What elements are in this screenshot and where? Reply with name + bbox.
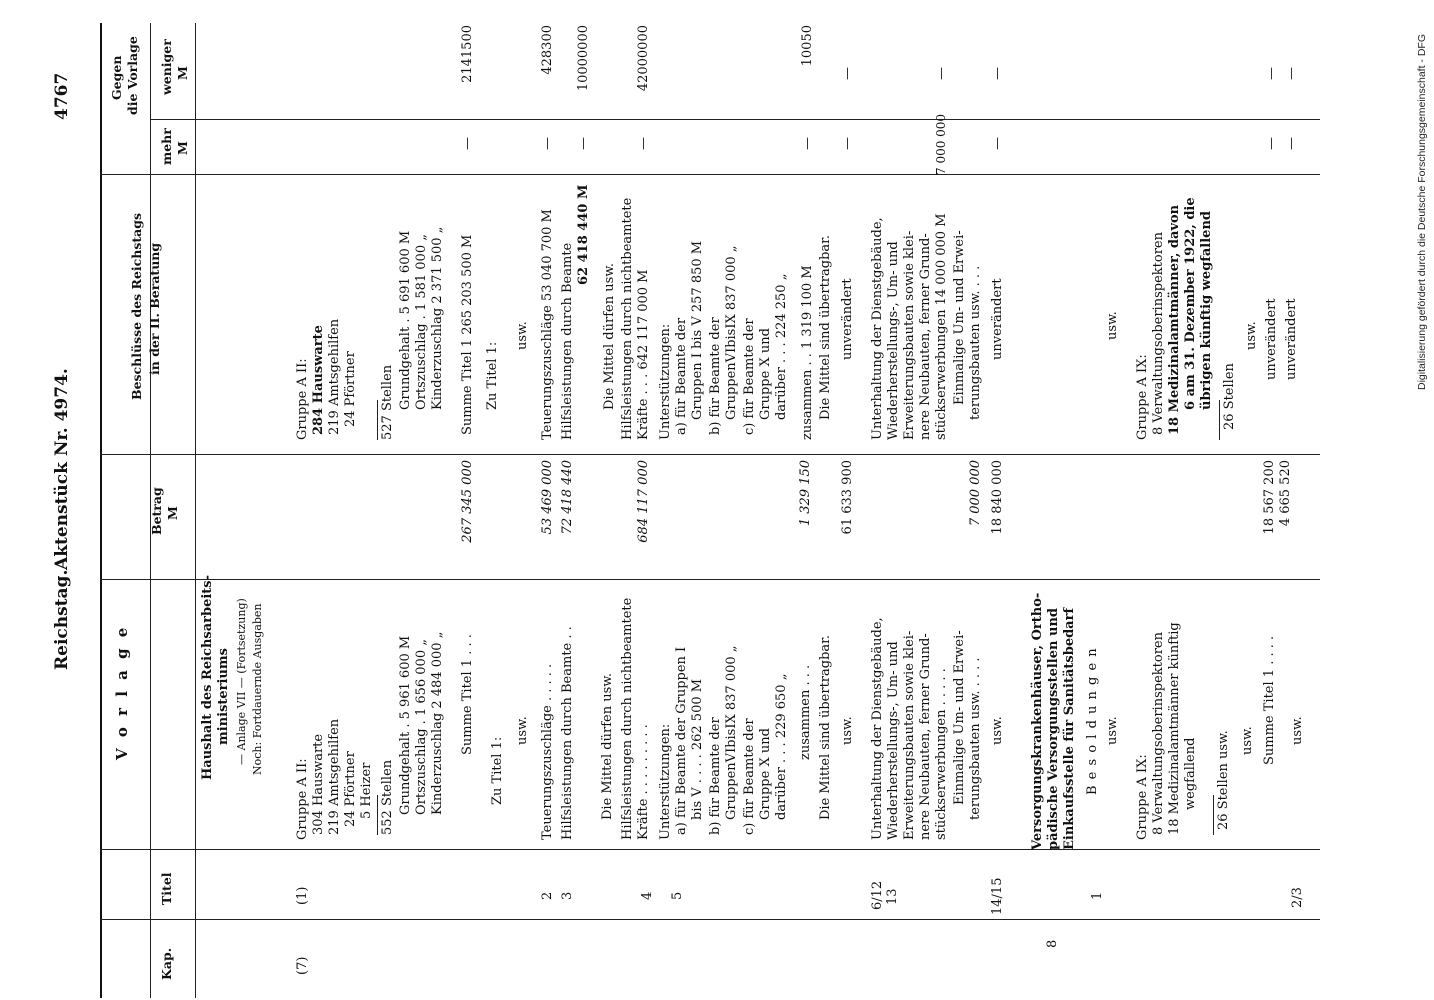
beschl-hilfs-nicht-2: Kräfte . . . 642 117 000 M bbox=[636, 269, 651, 440]
titel-3: 3 bbox=[560, 891, 575, 900]
vorlage-anlage: — Anlage VII — (Fortsetzung) bbox=[235, 598, 248, 765]
vorlage-versorgung-3: Einkaufsstelle für Sanitätsbedarf bbox=[1062, 607, 1077, 850]
vorlage-zusammen: zusammen . . . bbox=[798, 664, 813, 760]
vorlage-summe-titel1: Summe Titel 1 . . . bbox=[460, 634, 475, 755]
col-divider-kap bbox=[100, 919, 1320, 920]
vorlage-hilfs-nicht-2: Kräfte . . . . . . . . . bbox=[636, 724, 651, 840]
vorlage-gruppe-a9: Gruppe A IX: bbox=[1135, 754, 1150, 840]
titel-6-12: 6/12 bbox=[870, 880, 885, 910]
beschl-stellen26-rule bbox=[1219, 400, 1220, 440]
table-top-rule bbox=[100, 23, 102, 998]
beschl-teuerung: Teuerungszuschläge 53 040 700 M bbox=[540, 209, 555, 440]
col-betrag-unit: M bbox=[165, 506, 180, 520]
titel-2-3: 2/3 bbox=[1290, 887, 1305, 908]
col-betrag: Betrag bbox=[149, 487, 164, 535]
vorlage-summe-titel1b: Summe Titel 1 . . . . bbox=[1262, 635, 1277, 765]
beschl-stellen26: 26 Stellen bbox=[1222, 363, 1237, 430]
titel-5: 5 bbox=[670, 891, 685, 900]
vorlage-unterhaltung-2: Wiederherstellungs-, Um- und bbox=[886, 641, 901, 840]
beschl-gruppe-a2: Gruppe A II: bbox=[295, 358, 310, 440]
betrag-summe: 267 345 000 bbox=[460, 460, 475, 543]
vorlage-uc-3: darüber . . . 229 650 „ bbox=[774, 673, 789, 820]
mehr-dash-5: — bbox=[800, 137, 815, 150]
vorlage-stellen26: 26 Stellen usw. bbox=[1216, 730, 1231, 830]
beschl-mittel-duerfen: Die Mittel dürfen usw. bbox=[602, 263, 617, 410]
betrag-t612: 61 633 900 bbox=[840, 460, 855, 535]
header-left: Reichstag. bbox=[52, 569, 72, 670]
vorlage-haushalt-2: ministeriums bbox=[216, 648, 231, 745]
weniger-teuerung: 428300 bbox=[540, 25, 555, 75]
betrag-einmalige: 7 000 000 bbox=[968, 460, 983, 527]
weniger-dash-7: — bbox=[934, 67, 949, 80]
beschl-unterhaltung-2: Wiederherstellungs-, Um- und bbox=[886, 241, 901, 440]
beschl-medizinal-3: übrigen künftig wegfallend bbox=[1199, 211, 1214, 410]
vorlage-medizinal-2: wegfallend bbox=[1183, 737, 1198, 810]
page-number: 4767 bbox=[52, 72, 72, 120]
vorlage-usw4: usw. bbox=[1105, 716, 1120, 745]
vorlage-amtsgehilfen: 219 Amtsgehilfen bbox=[327, 718, 342, 835]
beschl-grundgehalt: Grundgehalt . 5 691 600 M bbox=[398, 230, 413, 410]
mehr-dash-9: — bbox=[1264, 137, 1279, 150]
weniger-dash-9: — bbox=[1264, 67, 1279, 80]
dfg-credit bbox=[1416, 0, 1434, 1000]
vorlage-hilfs-beamte: Hilfsleistungen durch Beamte . . bbox=[560, 626, 575, 840]
vorlage-noch: Noch: Fortdauernde Ausgaben bbox=[251, 603, 264, 775]
mehr-dash-2: — bbox=[540, 137, 555, 150]
beschl-hauswarte: 284 Hauswarte bbox=[311, 325, 326, 435]
vorlage-usw2: usw. bbox=[840, 716, 855, 745]
kap-8: 8 bbox=[1045, 939, 1060, 948]
titel-13: 13 bbox=[885, 888, 900, 905]
titel-4: 4 bbox=[640, 891, 655, 900]
beschl-unveraendert-1: unverändert bbox=[840, 278, 855, 360]
vorlage-mittel-duerfen: Die Mittel dürfen usw. bbox=[600, 673, 615, 820]
vorlage-usw6: usw. bbox=[1290, 716, 1305, 745]
betrag-zusammen: 1 329 150 bbox=[798, 460, 813, 527]
betrag-t1415: 18 840 000 bbox=[990, 460, 1005, 535]
beschl-usw2: usw. bbox=[1105, 311, 1120, 340]
beschl-unveraendert-4: unverändert bbox=[1284, 298, 1299, 380]
betrag-summe-b: 18 567 200 bbox=[1262, 460, 1277, 535]
beschl-medizinal-2: 6 am 31. Dezember 1922, die bbox=[1183, 197, 1198, 410]
vorlage-versorgung-2: pädische Versorgungsstellen und bbox=[1046, 608, 1061, 850]
vorlage-unterstuetzungen: Unterstützungen: bbox=[658, 723, 673, 840]
betrag-teuerung: 53 469 000 bbox=[540, 460, 555, 535]
beschl-hilfs-nicht-1: Hilfsleistungen durch nichtbeamtete bbox=[620, 197, 635, 440]
mehr-dash-10: — bbox=[1284, 137, 1299, 150]
weniger-dash-8: — bbox=[990, 67, 1005, 80]
vorlage-einmalige-2: terungsbauten usw. . . . . bbox=[968, 657, 983, 820]
titel-1: (1) bbox=[295, 886, 310, 905]
beschl-einmalige-1: Einmalige Um- und Erwei- bbox=[952, 230, 967, 405]
betrag-t23: 4 665 520 bbox=[1278, 460, 1293, 527]
beschl-ub-2: GruppenVIbisIX 837 000 „ bbox=[724, 245, 739, 420]
weniger-summe: 2141500 bbox=[460, 25, 475, 83]
vorlage-teuerung: Teuerungszuschläge . . . . . bbox=[540, 663, 555, 840]
weniger-dash-10: — bbox=[1284, 67, 1299, 80]
vorlage-unterhaltung-1: Unterhaltung der Dienstgebäude, bbox=[870, 617, 885, 840]
beschl-einmalige-2: terungsbauten usw. . . . bbox=[968, 265, 983, 420]
vorlage-kinderzuschlag: Kinderzuschlag 2 484 000 „ bbox=[430, 631, 445, 815]
vorlage-hilfs-nicht-1: Hilfsleistungen durch nichtbeamtete bbox=[620, 597, 635, 840]
col-divider-betrag bbox=[100, 454, 1320, 455]
vorlage-stellen26-rule bbox=[1213, 795, 1214, 835]
weniger-zusammen: 10050 bbox=[800, 25, 815, 67]
beschl-uc-2: Gruppe X und bbox=[758, 328, 773, 420]
mehr-dash-6: — bbox=[840, 137, 855, 150]
beschl-medizinal-1: 18 Medizinalamtmänner, davon bbox=[1167, 204, 1182, 435]
beschl-unveraendert-2: unverändert bbox=[990, 278, 1005, 360]
col-kap: Kap. bbox=[159, 947, 174, 980]
beschl-hilfs-beamte-1: Hilfsleistungen durch Beamte bbox=[560, 242, 575, 440]
beschl-verwaltung: 8 Verwaltungsoberinspektoren bbox=[1151, 232, 1166, 435]
vorlage-ub-1: b) für Beamte der bbox=[708, 717, 723, 835]
beschl-zu-titel1: Zu Titel 1: bbox=[485, 341, 500, 410]
vorlage-verwaltung: 8 Verwaltungsoberinspektoren bbox=[1151, 632, 1166, 835]
weniger-dash-6: — bbox=[840, 67, 855, 80]
beschl-usw1: usw. bbox=[515, 321, 530, 350]
col-mehr-unit: M bbox=[175, 141, 190, 155]
beschl-stellen-rule bbox=[377, 400, 378, 440]
col-gegen-2: die Vorlage bbox=[125, 36, 140, 115]
vorlage-hauswarte: 304 Hauswarte bbox=[311, 733, 326, 835]
vorlage-einmalige-1: Einmalige Um- und Erwei- bbox=[952, 630, 967, 805]
col-gegen-1: Gegen bbox=[109, 55, 124, 100]
col-mehr: mehr bbox=[159, 128, 174, 165]
vorlage-pfoertner: 24 Pförtner bbox=[343, 751, 358, 827]
beschl-unterhaltung-4: nere Neubauten, ferner Grund- bbox=[918, 233, 933, 440]
vorlage-ua-2: bis V . . . . 262 500 M bbox=[690, 678, 705, 820]
col-titel: Titel bbox=[159, 872, 174, 905]
col-divider-beschluesse bbox=[100, 174, 1320, 175]
col-divider-mehr bbox=[150, 119, 1320, 120]
vorlage-grundgehalt: Grundgehalt . 5 961 600 M bbox=[398, 635, 413, 815]
vorlage-ub-2: GruppenVIbisIX 837 000 „ bbox=[724, 645, 739, 820]
vorlage-usw5: usw. bbox=[1240, 726, 1255, 755]
col-beschluesse-2: in der II. Beratung bbox=[147, 242, 162, 375]
mehr-dash-4: — bbox=[636, 137, 651, 150]
beschl-stellen: 527 Stellen bbox=[380, 364, 395, 440]
vorlage-stellen-rule bbox=[377, 795, 378, 835]
vorlage-ua-1: a) für Beamte der Gruppen I bbox=[674, 646, 689, 835]
beschl-uc-3: darüber . . . 224 250 „ bbox=[774, 273, 789, 420]
beschl-unterhaltung-1: Unterhaltung der Dienstgebäude, bbox=[870, 217, 885, 440]
vorlage-medizinal-1: 18 Medizinalamtmänner künftig bbox=[1167, 622, 1182, 835]
beschl-ua-2: Gruppen I bis V 257 850 M bbox=[690, 240, 705, 420]
titel-1b: 1 bbox=[1090, 891, 1105, 900]
beschl-zusammen: zusammen . . 1 319 100 M bbox=[800, 265, 815, 440]
beschl-amtsgehilfen: 219 Amtsgehilfen bbox=[327, 318, 342, 435]
vorlage-unterhaltung-3: Erweiterungsbauten sowie klei- bbox=[902, 630, 917, 840]
beschl-ub-1: b) für Beamte der bbox=[708, 317, 723, 435]
col-vorlage: V o r l a g e bbox=[113, 624, 131, 760]
col-weniger-unit: M bbox=[175, 66, 190, 80]
vorlage-versorgung-1: Versorgungskrankenhäuser, Ortho- bbox=[1030, 592, 1045, 850]
kap-7: (7) bbox=[295, 956, 310, 975]
beschl-hilfs-beamte-2: 62 418 440 M bbox=[576, 184, 591, 285]
col-divider-titel bbox=[100, 849, 1320, 850]
vorlage-unterhaltung-5: stückserwerbungen . . . . . bbox=[934, 668, 949, 840]
beschl-pfoertner: 24 Pförtner bbox=[343, 351, 358, 427]
vorlage-zu-titel1: Zu Titel 1: bbox=[490, 736, 505, 805]
dfg-credit-text: Digitalisierung gefördert durch die Deutsche Forschungsgemeinschaft - DFG bbox=[1416, 33, 1428, 390]
betrag-hilfs-nicht: 684 117 000 bbox=[636, 460, 651, 543]
beschl-unterhaltung-3: Erweiterungsbauten sowie klei- bbox=[902, 230, 917, 440]
vorlage-uc-2: Gruppe X und bbox=[758, 728, 773, 820]
beschl-summe-titel1: Summe Titel 1 265 203 500 M bbox=[460, 234, 475, 435]
beschl-usw3: usw. bbox=[1244, 321, 1259, 350]
beschl-uc-1: c) für Beamte der bbox=[742, 318, 757, 435]
mehr-dash-3: — bbox=[576, 137, 591, 150]
beschl-unterhaltung-5: stückserwerbungen 14 000 000 M bbox=[934, 213, 949, 440]
vorlage-uc-1: c) für Beamte der bbox=[742, 718, 757, 835]
titel-2: 2 bbox=[540, 891, 555, 900]
mehr-unterhaltung: 7 000 000 bbox=[934, 113, 948, 175]
titel-14-15: 14/15 bbox=[990, 877, 1005, 915]
vorlage-besoldungen: B e s o l d u n g e n bbox=[1085, 647, 1100, 795]
vorlage-haushalt-1: Haushalt des Reichsarbeits- bbox=[200, 574, 215, 780]
mehr-dash-1: — bbox=[460, 137, 475, 150]
beschl-mittel-uebertragbar: Die Mittel sind übertragbar. bbox=[818, 234, 833, 420]
mehr-dash-8: — bbox=[990, 137, 1005, 150]
vorlage-gruppe-a2: Gruppe A II: bbox=[295, 758, 310, 840]
weniger-nicht: 42000000 bbox=[636, 25, 651, 92]
header-center: Aktenstück Nr. 4974. bbox=[52, 368, 72, 570]
vorlage-stellen: 552 Stellen bbox=[380, 759, 395, 835]
vorlage-mittel-uebertragbar: Die Mittel sind übertragbar. bbox=[818, 634, 833, 820]
col-beschluesse-1: Beschlüsse des Reichstags bbox=[129, 212, 144, 400]
vorlage-unterhaltung-4: nere Neubauten, ferner Grund- bbox=[918, 633, 933, 840]
vorlage-ortszuschlag: Ortszuschlag . 1 656 000 „ bbox=[414, 639, 429, 815]
beschl-ua-1: a) für Beamte der bbox=[674, 317, 689, 435]
betrag-hilfs-beamte: 72 418 440 bbox=[560, 460, 575, 535]
beschl-gruppe-a9: Gruppe A IX: bbox=[1135, 354, 1150, 440]
vorlage-usw1: usw. bbox=[515, 716, 530, 745]
weniger-hilfs: 10000000 bbox=[576, 25, 591, 92]
beschl-ortszuschlag: Ortszuschlag . 1 581 000 „ bbox=[414, 234, 429, 410]
header-rule-2 bbox=[195, 23, 196, 998]
beschl-kinderzuschlag: Kinderzuschlag 2 371 500 „ bbox=[430, 226, 445, 410]
vorlage-heizer: 5 Heizer bbox=[359, 762, 374, 819]
beschl-unveraendert-3: unverändert bbox=[1264, 298, 1279, 380]
col-weniger: weniger bbox=[159, 39, 174, 95]
vorlage-usw3: usw. bbox=[990, 716, 1005, 745]
col-divider-vorlage bbox=[100, 579, 1320, 580]
beschl-unterstuetzungen: Unterstützungen: bbox=[658, 323, 673, 440]
